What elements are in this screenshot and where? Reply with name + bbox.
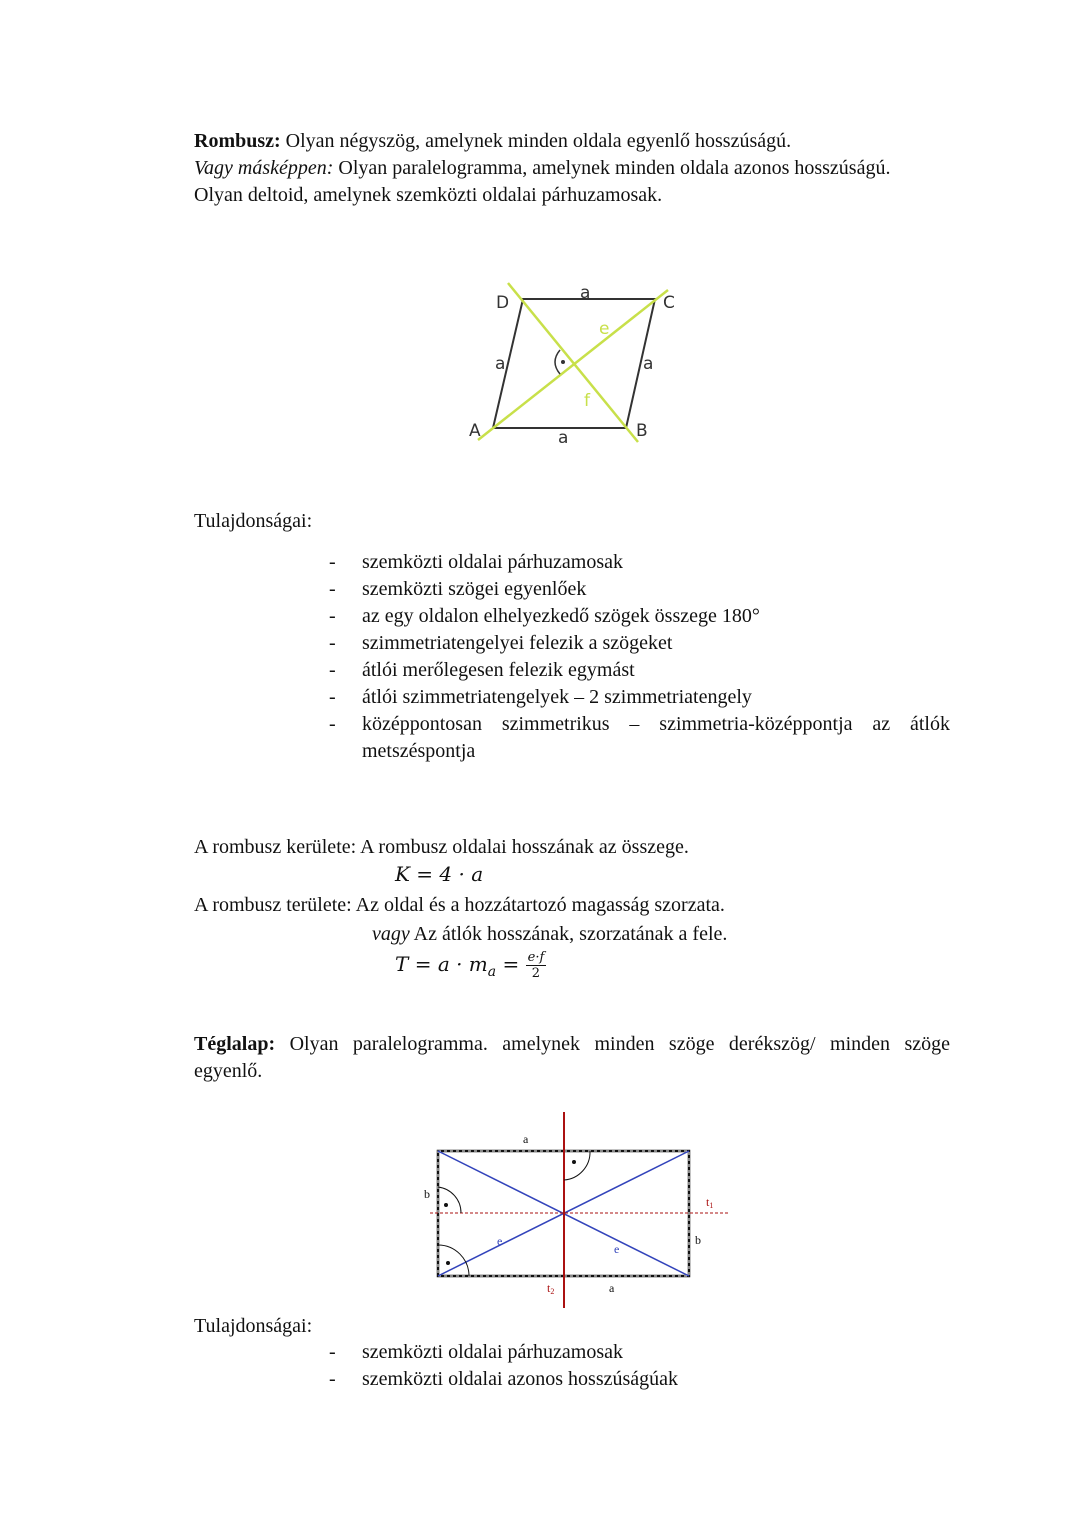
diag-e-left-label: e (497, 1234, 503, 1248)
side-bottom-label: a (558, 428, 569, 448)
rombusz-alt-term: Vagy másképpen: (194, 157, 334, 179)
terulet-alt (372, 921, 727, 947)
teglalap-prop-2: szemközti oldalai azonos hosszúságúak (362, 1368, 679, 1390)
rombusz-prop-7: középpontosan szimmetrikus – szimmetria-középpontja az átlók (362, 713, 950, 735)
terulet-formula-main: T = a · m (395, 952, 488, 976)
angle-arc-left-bottom (438, 1245, 469, 1276)
side-top-label: a (580, 283, 591, 303)
kerulet-formula: K = 4 · a (395, 862, 484, 886)
bullet-dash: - (329, 578, 336, 600)
right-angle-arc (555, 350, 560, 374)
teglalap-props-title: Tulajdonságai: (194, 1315, 313, 1337)
terulet-fraction (526, 950, 547, 981)
rombusz-prop-7-cont: metszéspontja (362, 740, 476, 762)
bullet-dash: - (329, 686, 336, 708)
rombusz-prop-2: szemközti szögei egyenlőek (362, 578, 587, 600)
bullet-dash: - (329, 713, 336, 735)
rombusz-term: Rombusz: (194, 130, 281, 152)
vertex-a-label: A (469, 421, 481, 441)
terulet-text: A rombusz területe: Az oldal és a hozzátartozó magasság szorzata. (194, 894, 725, 916)
bullet-dash: - (329, 659, 336, 681)
bullet-dash: - (329, 1341, 336, 1363)
rombusz-prop-4: szimmetriatengelyei felezik a szögeket (362, 632, 673, 654)
side-a-bottom-label: a (609, 1281, 615, 1295)
rombusz-definition (194, 128, 791, 154)
side-right-label: a (643, 354, 654, 374)
teglalap-term: Téglalap: (194, 1033, 276, 1055)
angle-arc-left-top (438, 1187, 461, 1213)
rectangle-figure (418, 1108, 738, 1312)
rombusz-prop-3: az egy oldalon elhelyezkedő szögek összege 180° (362, 605, 760, 627)
fraction-denominator: 2 (531, 966, 541, 981)
angle-arc-top (564, 1151, 590, 1180)
teglalap-definition (194, 1031, 950, 1057)
vertex-b-label: B (636, 421, 648, 441)
rombusz-prop-5: átlói merőlegesen felezik egymást (362, 659, 635, 681)
right-angle-dot (561, 360, 565, 364)
terulet-formula-sub: a (487, 964, 497, 980)
fraction-numerator: e·f (527, 950, 545, 965)
diag-e-right-label: e (614, 1242, 620, 1256)
side-b-left-label: b (424, 1187, 430, 1201)
terulet-formula-eq: = (496, 952, 526, 976)
rombusz-prop-6: átlói szimmetriatengelyek – 2 szimmetriatengely (362, 686, 752, 708)
terulet-alt-text: Az átlók hosszának, szorzatának a fele. (409, 923, 728, 945)
rombusz-def-text: Olyan négyszög, amelynek minden oldala egyenlő hosszúságú. (280, 130, 792, 152)
rombusz-prop-1: szemközti oldalai párhuzamosak (362, 551, 624, 573)
terulet-alt-term: vagy (372, 923, 410, 945)
side-left-label: a (495, 354, 506, 374)
rombusz-props-title: Tulajdonságai: (194, 510, 313, 532)
bullet-dash: - (329, 632, 336, 654)
angle-dot-top (572, 1160, 576, 1164)
terulet-formula (395, 950, 546, 981)
rombusz-deltoid-definition: Olyan deltoid, amelynek szemközti oldalai párhuzamosak. (194, 184, 663, 206)
angle-dot-left-top (444, 1203, 448, 1207)
bullet-dash: - (329, 605, 336, 627)
teglalap-prop-1: szemközti oldalai párhuzamosak (362, 1341, 624, 1363)
axis-t2-label: t2 (547, 1281, 555, 1296)
rombusz-alt-definition (194, 155, 890, 181)
axis-t1-label: t1 (706, 1195, 714, 1210)
kerulet-text: A rombusz kerülete: A rombusz oldalai hosszának az összege. (194, 836, 689, 858)
diagonal-f (508, 283, 638, 442)
rombusz-alt-text: Olyan paralelogramma, amelynek minden oldala azonos hosszúságú. (333, 157, 891, 179)
bullet-dash: - (329, 1368, 336, 1390)
angle-dot-left-bottom (446, 1261, 450, 1265)
bullet-dash: - (329, 551, 336, 573)
vertex-c-label: C (663, 293, 675, 313)
diag-e-label: e (599, 319, 610, 339)
rhombus-figure (460, 276, 690, 456)
side-b-right-label: b (695, 1233, 701, 1247)
teglalap-def-cont: egyenlő. (194, 1060, 263, 1082)
side-a-top-label: a (523, 1132, 529, 1146)
teglalap-def-text: Olyan paralelogramma. amelynek minden szöge derékszög/ minden szöge (275, 1033, 950, 1055)
vertex-d-label: D (496, 293, 510, 313)
diag-f-label: f (584, 391, 590, 411)
